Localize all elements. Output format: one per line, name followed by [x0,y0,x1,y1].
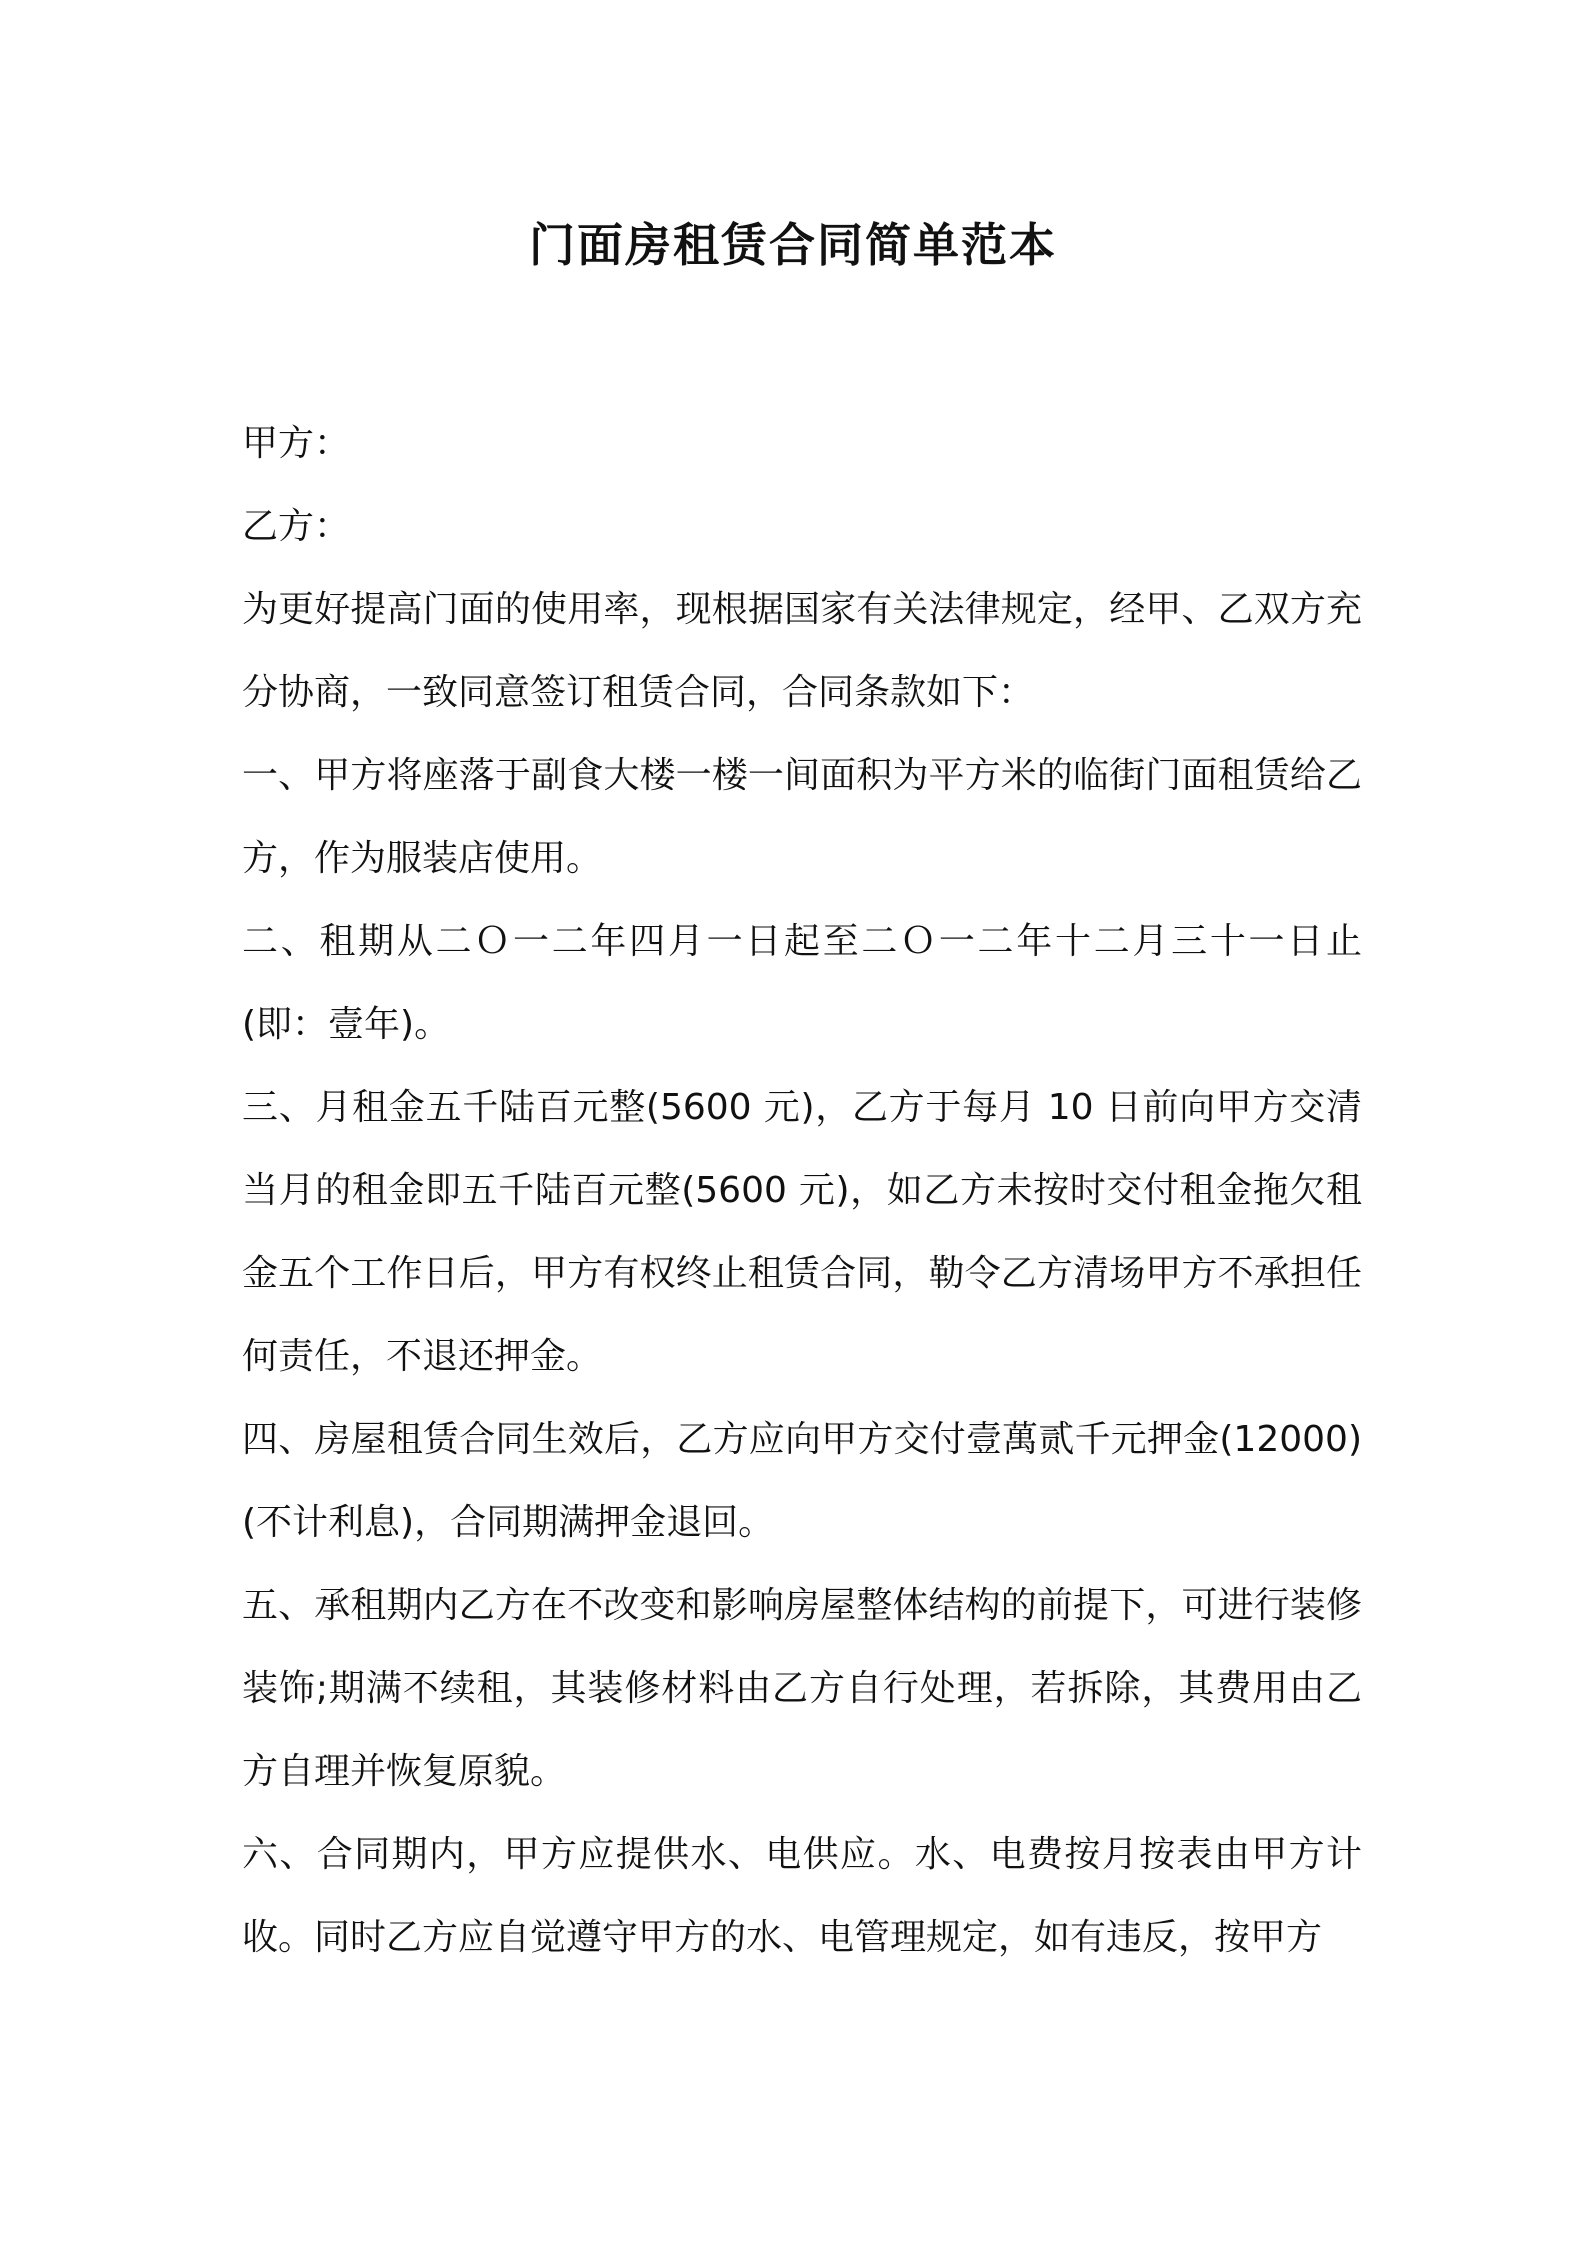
preamble-paragraph: 为更好提高门面的使用率，现根据国家有关法律规定，经甲、乙双方充分协商，一致同意签订租赁合同，合同条款如下： [242,589,1362,713]
party-a-line: 甲方： [242,423,351,464]
clause-4: 四、房屋租赁合同生效后，乙方应向甲方交付壹萬贰千元押金(12000)(不计利息)，合同期满押金退回。 [242,1419,1362,1543]
document-body [242,402,1362,1979]
clause-6: 六、合同期内，甲方应提供水、电供应。水、电费按月按表由甲方计收。同时乙方应自觉遵守甲方的水、电管理规定，如有违反，按甲方 [242,1834,1362,1958]
party-b-line: 乙方： [242,506,351,547]
clause-1: 一、甲方将座落于副食大楼一楼一间面积为平方米的临街门面租赁给乙方，作为服装店使用。 [242,755,1362,879]
document-title: 门面房租赁合同简单范本 [529,218,1057,272]
clause-3: 三、月租金五千陆百元整(5600 元)，乙方于每月 10 日前向甲方交清当月的租金即五千陆百元整(5600 元)，如乙方未按时交付租金拖欠租金五个工作日后，甲方有权终止租赁合同，勒令乙方清场甲方不承担任何责任，不退还押金。 [242,1087,1362,1377]
clause-2: 二、租期从二Ｏ一二年四月一日起至二Ｏ一二年十二月三十一日止(即：壹年)。 [242,921,1362,1045]
clause-5: 五、承租期内乙方在不改变和影响房屋整体结构的前提下，可进行装修装饰;期满不续租，其装修材料由乙方自行处理，若拆除，其费用由乙方自理并恢复原貌。 [242,1585,1362,1792]
